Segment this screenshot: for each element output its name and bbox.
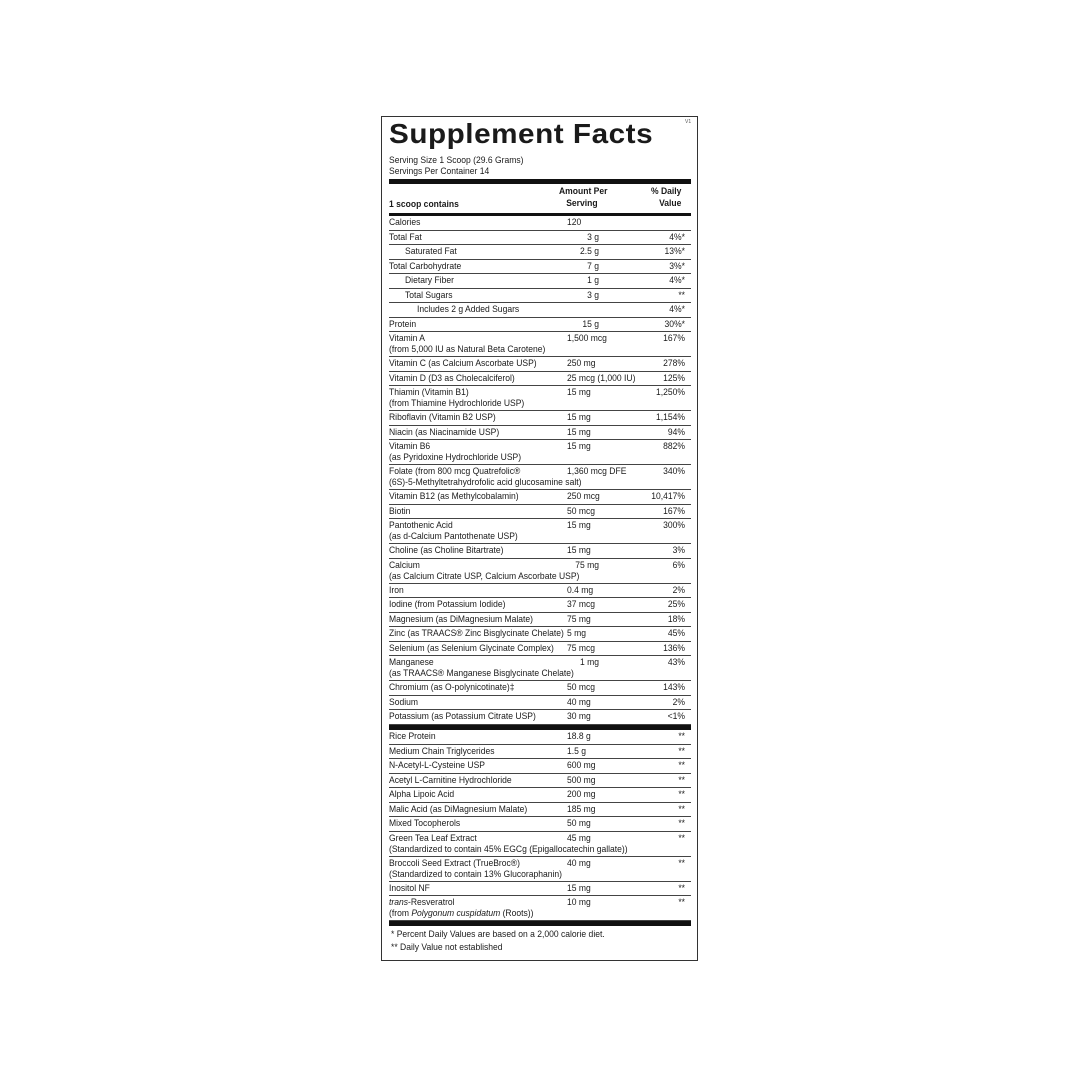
ingredient-source: (from Polygonum cuspidatum (Roots)) xyxy=(389,908,534,919)
amount-per-serving: 15 mg xyxy=(567,545,591,556)
daily-value: ** xyxy=(678,289,685,301)
ingredient-source: (as d-Calcium Pantothenate USP) xyxy=(389,531,518,542)
amount-per-serving: 50 mg xyxy=(567,818,591,829)
table-row xyxy=(389,788,691,803)
daily-value: ** xyxy=(678,731,685,742)
ingredient-name: Iodine (from Potassium Iodide) xyxy=(389,599,506,610)
amount-per-serving: 18.8 g xyxy=(567,731,591,742)
thick-divider xyxy=(389,179,691,184)
table-row xyxy=(389,656,691,681)
ingredient-name: Thiamin (Vitamin B1) xyxy=(389,387,469,398)
daily-value: 882% xyxy=(663,441,685,452)
table-row xyxy=(389,896,691,921)
daily-value: 2% xyxy=(672,696,685,708)
version-mark: V1 xyxy=(685,119,692,125)
footnote-dv-not-established: ** Daily Value not established xyxy=(391,942,503,953)
ingredient-source: (Standardized to contain 13% Glucoraphanin) xyxy=(389,868,563,880)
footnotes xyxy=(391,928,605,954)
amount-per-serving: 15 mg xyxy=(567,387,591,398)
ingredient-name: Inositol NF xyxy=(389,882,430,894)
ingredient-name: Vitamin D (D3 as Cholecalciferol) xyxy=(389,372,515,384)
daily-value: 1,250% xyxy=(655,387,685,398)
amount-per-serving: 40 mg xyxy=(567,857,591,869)
ingredient-name: Total Fat xyxy=(389,231,422,243)
daily-value: 3%* xyxy=(669,260,685,272)
table-row xyxy=(389,289,691,304)
ingredient-name: Biotin xyxy=(389,505,411,517)
table-row xyxy=(389,627,691,642)
daily-value: ** xyxy=(678,803,685,815)
daily-value: 1,154% xyxy=(655,412,685,423)
amount-per-serving: 75 mcg xyxy=(567,642,596,654)
ingredient-name: Zinc (as TRAACS® Zinc Bisglycinate Chelate) xyxy=(389,628,564,639)
ingredient-source: (from Thiamine Hydrochloride USP) xyxy=(389,398,525,409)
table-row xyxy=(389,745,691,760)
table-row xyxy=(389,372,691,387)
table-row xyxy=(389,544,691,559)
daily-value: 167% xyxy=(663,333,685,344)
column-header-dv: % Daily Value xyxy=(651,186,682,209)
amount-per-serving: 15 mg xyxy=(567,412,591,423)
ingredient-name: Broccoli Seed Extract (TrueBroc®) xyxy=(389,857,520,869)
ingredient-name: Total Carbohydrate xyxy=(389,260,462,272)
ingredient-name: Alpha Lipoic Acid xyxy=(389,789,455,800)
daily-value: 30%* xyxy=(664,318,685,330)
ingredient-name: Folate (from 800 mcg Quatrefolic® xyxy=(389,466,521,477)
amount-per-serving: 250 mg xyxy=(567,358,596,369)
table-row xyxy=(389,696,691,711)
daily-value: 143% xyxy=(663,682,685,693)
daily-value: 43% xyxy=(667,657,685,668)
ingredient-name: Mixed Tocopherols xyxy=(389,818,461,829)
ingredient-name: Malic Acid (as DiMagnesium Malate) xyxy=(389,803,528,815)
ingredient-name: Total Sugars xyxy=(405,289,453,301)
amount-per-serving: 15 mg xyxy=(567,882,591,894)
supplement-facts-panel xyxy=(381,116,698,961)
table-row xyxy=(389,465,691,490)
daily-value: ** xyxy=(678,774,685,786)
daily-value: ** xyxy=(678,882,685,894)
ingredient-name: Vitamin A xyxy=(389,333,425,344)
daily-value: ** xyxy=(678,789,685,800)
serving-size: Serving Size 1 Scoop (29.6 Grams) xyxy=(389,155,524,166)
ingredient-name: Medium Chain Triglycerides xyxy=(389,745,495,757)
ingredient-name: Riboflavin (Vitamin B2 USP) xyxy=(389,412,496,423)
amount-per-serving: 250 mcg xyxy=(567,491,600,502)
daily-value: 278% xyxy=(663,358,685,369)
amount-per-serving: 1 mg xyxy=(579,657,599,668)
amount-per-serving: 50 mcg xyxy=(567,505,596,517)
thick-divider-bottom xyxy=(389,921,691,926)
ingredient-name: Niacin (as Niacinamide USP) xyxy=(389,426,500,438)
ingredient-name: Manganese xyxy=(389,657,434,668)
other-ingredients-table xyxy=(389,730,691,921)
ingredient-name: N-Acetyl-L-Cysteine USP xyxy=(389,760,485,771)
table-row xyxy=(389,817,691,832)
ingredient-name: Selenium (as Selenium Glycinate Complex) xyxy=(389,642,554,654)
table-row xyxy=(389,774,691,789)
table-row xyxy=(389,559,691,584)
amount-per-serving: 75 mg xyxy=(575,559,599,571)
table-row xyxy=(389,318,691,333)
daily-value: 167% xyxy=(663,505,685,517)
table-row xyxy=(389,803,691,818)
table-row xyxy=(389,231,691,246)
table-row xyxy=(389,440,691,465)
amount-per-serving: 3 g xyxy=(587,289,599,301)
amount-per-serving: 5 mg xyxy=(567,628,587,639)
amount-per-serving: 15 mg xyxy=(567,441,591,452)
ingredient-name: Vitamin C (as Calcium Ascorbate USP) xyxy=(389,358,537,369)
ingredient-name: Vitamin B12 (as Methylcobalamin) xyxy=(389,491,519,502)
table-row xyxy=(389,274,691,289)
table-row xyxy=(389,386,691,411)
panel-title: Supplement Facts xyxy=(389,118,654,149)
daily-value: 340% xyxy=(663,466,685,477)
ingredient-source: (Standardized to contain 45% EGCg (Epigallocatechin gallate)) xyxy=(389,843,628,855)
daily-value: 4%* xyxy=(669,231,685,243)
daily-value: 2% xyxy=(672,584,685,596)
amount-per-serving: 45 mg xyxy=(567,832,591,844)
daily-value: 6% xyxy=(672,559,685,571)
amount-per-serving: 0.4 mg xyxy=(567,584,594,596)
daily-value: 4%* xyxy=(669,275,685,286)
amount-per-serving: 15 g xyxy=(582,318,599,330)
amount-per-serving: 15 mg xyxy=(567,426,591,438)
daily-value: <1% xyxy=(667,711,685,722)
table-row xyxy=(389,357,691,372)
ingredient-name: Calories xyxy=(389,217,421,228)
table-row xyxy=(389,303,691,318)
ingredient-source: (as TRAACS® Manganese Bisglycinate Chelate) xyxy=(389,668,574,679)
ingredient-name: Iron xyxy=(389,584,404,596)
servings-per-container: Servings Per Container 14 xyxy=(389,166,490,177)
daily-value: ** xyxy=(678,760,685,771)
table-row xyxy=(389,613,691,628)
ingredient-name: Includes 2 g Added Sugars xyxy=(417,304,520,315)
amount-per-serving: 75 mg xyxy=(567,613,591,625)
column-header-amount: Amount Per Serving xyxy=(559,186,608,209)
table-row xyxy=(389,730,691,745)
amount-per-serving: 40 mg xyxy=(567,696,591,708)
serving-info xyxy=(389,155,523,177)
ingredient-name: Potassium (as Potassium Citrate USP) xyxy=(389,711,536,722)
ingredient-name: trans-Resveratrol xyxy=(389,897,455,908)
daily-value: 136% xyxy=(663,642,685,654)
ingredient-name: Rice Protein xyxy=(389,731,436,742)
table-row xyxy=(389,710,691,725)
amount-per-serving: 3 g xyxy=(587,231,599,243)
daily-value: 10,417% xyxy=(651,491,685,502)
table-row xyxy=(389,216,691,231)
amount-per-serving: 30 mg xyxy=(567,711,591,722)
table-row xyxy=(389,598,691,613)
ingredient-name: Calcium xyxy=(389,559,420,571)
table-row xyxy=(389,882,691,897)
daily-value: 13%* xyxy=(664,246,685,257)
table-row xyxy=(389,832,691,857)
table-row xyxy=(389,411,691,426)
amount-per-serving: 1.5 g xyxy=(567,745,587,757)
amount-per-serving: 15 mg xyxy=(567,520,591,531)
amount-per-serving: 500 mg xyxy=(567,774,596,786)
daily-value: 3% xyxy=(672,545,685,556)
ingredient-name: Acetyl L-Carnitine Hydrochloride xyxy=(389,774,512,786)
table-row xyxy=(389,519,691,544)
amount-per-serving: 1 g xyxy=(587,275,599,286)
daily-value: 94% xyxy=(667,426,685,438)
table-row xyxy=(389,245,691,260)
ingredient-source: (from 5,000 IU as Natural Beta Carotene) xyxy=(389,344,546,355)
daily-value: ** xyxy=(678,745,685,757)
amount-per-serving: 1,500 mcg xyxy=(567,333,607,344)
table-row xyxy=(389,857,691,882)
ingredient-name: Chromium (as O-polynicotinate)‡ xyxy=(389,682,515,693)
table-row xyxy=(389,505,691,520)
daily-value: 300% xyxy=(663,520,685,531)
ingredient-source: (as Pyridoxine Hydrochloride USP) xyxy=(389,452,522,463)
amount-per-serving: 37 mcg xyxy=(567,599,596,610)
daily-value: 4%* xyxy=(669,304,685,315)
amount-per-serving: 1,360 mcg DFE xyxy=(567,466,627,477)
daily-value: 18% xyxy=(667,613,685,625)
daily-value: 25% xyxy=(667,599,685,610)
amount-per-serving: 200 mg xyxy=(567,789,596,800)
daily-value: ** xyxy=(678,857,685,869)
daily-value: ** xyxy=(678,818,685,829)
daily-value: 45% xyxy=(667,628,685,639)
ingredient-name: Dietary Fiber xyxy=(405,275,454,286)
ingredient-name: Vitamin B6 xyxy=(389,441,431,452)
table-row xyxy=(389,759,691,774)
ingredient-name: Sodium xyxy=(389,696,418,708)
ingredient-name: Pantothenic Acid xyxy=(389,520,453,531)
amount-per-serving: 25 mcg (1,000 IU) xyxy=(567,372,636,384)
amount-per-serving: 10 mg xyxy=(567,897,591,908)
table-row xyxy=(389,332,691,357)
nutrient-table xyxy=(389,216,691,725)
daily-value: ** xyxy=(678,897,685,908)
daily-value: ** xyxy=(678,832,685,844)
daily-value: 125% xyxy=(663,372,685,384)
amount-per-serving: 600 mg xyxy=(567,760,596,771)
amount-per-serving: 120 xyxy=(567,217,582,228)
ingredient-name: Protein xyxy=(389,318,417,330)
table-row xyxy=(389,681,691,696)
footnote-percent-dv: * Percent Daily Values are based on a 2,000 calorie diet. xyxy=(391,929,605,940)
table-row xyxy=(389,260,691,275)
amount-per-serving: 7 g xyxy=(587,260,599,272)
ingredient-name: Choline (as Choline Bitartrate) xyxy=(389,545,504,556)
ingredient-name: Green Tea Leaf Extract xyxy=(389,832,477,844)
amount-per-serving: 185 mg xyxy=(567,803,596,815)
table-row xyxy=(389,642,691,657)
table-row xyxy=(389,584,691,599)
ingredient-name: Magnesium (as DiMagnesium Malate) xyxy=(389,613,533,625)
ingredient-source: (as Calcium Citrate USP, Calcium Ascorbate USP) xyxy=(389,570,580,582)
table-row xyxy=(389,426,691,441)
amount-per-serving: 2.5 g xyxy=(579,246,599,257)
column-header-name: 1 scoop contains xyxy=(389,199,459,210)
amount-per-serving: 50 mcg xyxy=(567,682,596,693)
ingredient-source: (6S)-5-Methyltetrahydrofolic acid glucosamine salt) xyxy=(389,477,582,488)
table-row xyxy=(389,490,691,505)
ingredient-name: Saturated Fat xyxy=(405,246,457,257)
